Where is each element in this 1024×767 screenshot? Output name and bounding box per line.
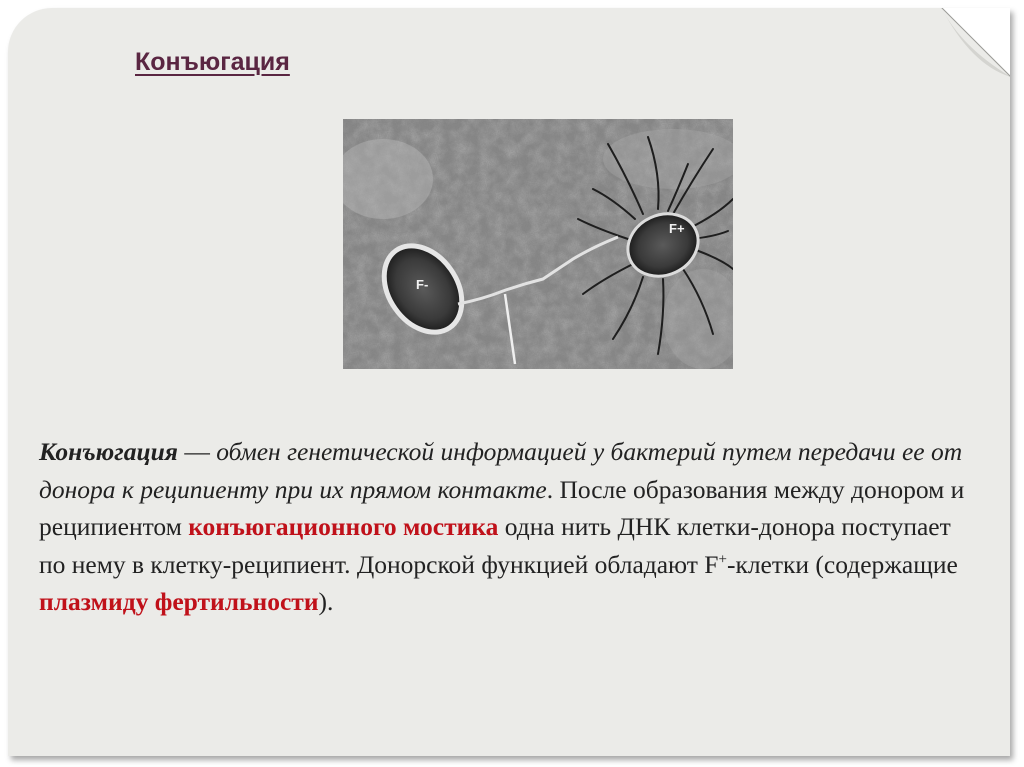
text-segment-3: -клетки (содержащие [726, 549, 958, 579]
cell-label-donor: F+ [669, 221, 685, 236]
definition-text: обмен генетической информацией у бактерий путем передачи ее от донора к реципиенту при их прямом контакте [39, 437, 963, 504]
superscript-plus: + [718, 551, 727, 567]
highlight-conjugation-bridge: конъюгационного мостика [188, 512, 499, 541]
text-segment-2: одна нить ДНК клетки-донора поступает по нему в клетку-реципиент. Донорской функцией обладают F [39, 512, 951, 579]
slide-title: Конъюгация [135, 48, 290, 76]
body-paragraph [39, 433, 974, 621]
text-segment-4: ). [318, 587, 334, 616]
conjugation-micrograph [343, 119, 733, 369]
page-curl-corner [941, 8, 1010, 77]
slide [8, 8, 1010, 756]
definition-term: Конъюгация [39, 437, 178, 466]
text-segment-1: . После образования между донором и реципиентом [39, 474, 965, 541]
cell-label-recipient: F- [416, 277, 429, 292]
definition-dash: — [177, 437, 217, 466]
highlight-fertility-plasmid: плазмиду фертильности [39, 587, 319, 616]
